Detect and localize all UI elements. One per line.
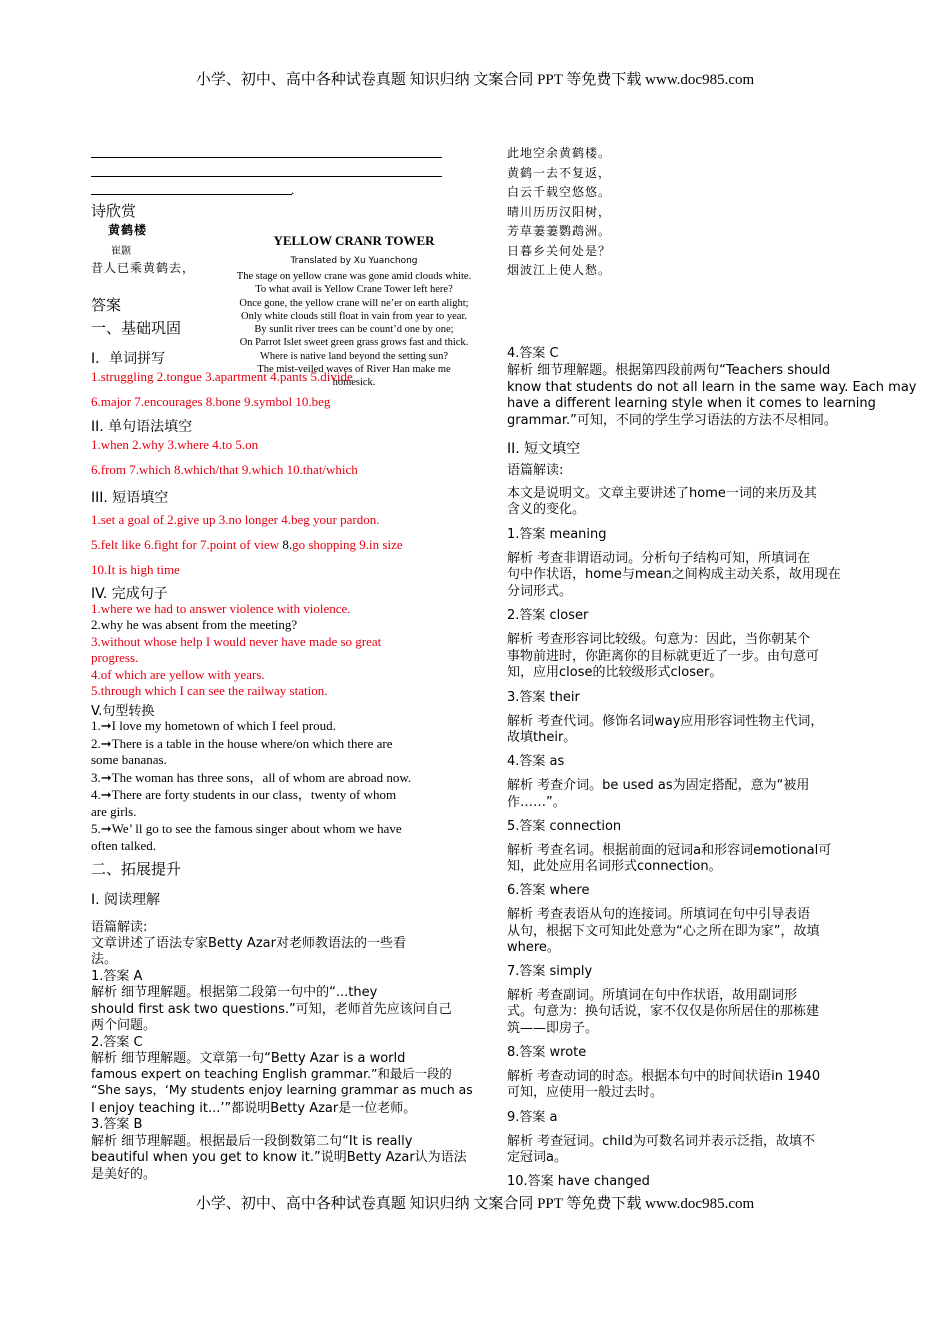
- analysis-line: 句中作状语，home与mean之间构成主动关系，故用现在: [507, 567, 841, 582]
- answer-line: often talked.: [91, 838, 156, 853]
- answer-line: progress.: [91, 650, 139, 665]
- blank-line: [91, 176, 442, 177]
- reading-intro: 文章讲述了语法专家Betty Azar对老师教语法的一些看: [91, 936, 406, 951]
- analysis-line: 解析 细节理解题。根据第二段第一句中的“...they: [91, 985, 378, 1000]
- analysis-line: 筑——即房子。: [507, 1021, 599, 1036]
- analysis-line: 解析 考查表语从句的连接词。所填词在句中引导表语: [507, 907, 811, 922]
- answer-line: 4.➞There are forty students in our class，twenty of whom: [91, 787, 397, 802]
- poem-cn-author: 崔颢: [111, 246, 131, 257]
- analysis-line: where。: [507, 940, 560, 955]
- answer-label: 3.答案 B: [91, 1117, 143, 1132]
- analysis-line: 知，此处应用名词形式connection。: [507, 859, 722, 874]
- section-heading: II. 短文填空: [507, 441, 581, 457]
- answer-label: 6.答案 where: [507, 883, 590, 898]
- answer-line: are girls.: [91, 804, 137, 819]
- answer-line: 6.from 7.which 8.which/that 9.which 10.that/which: [91, 462, 358, 477]
- analysis-line: 解析 考查动词的时态。根据本句中的时间状语in 1940: [507, 1069, 821, 1084]
- analysis-line: 两个问题。: [91, 1018, 157, 1033]
- poem-cn-line: 芳草萋萋鹦鹉洲。: [507, 224, 612, 238]
- analysis-line: 解析 细节理解题。文章第一句“Betty Azar is a world: [91, 1051, 406, 1066]
- answer-label: 2.答案 C: [91, 1035, 143, 1050]
- answer-label: 10.答案 have changed: [507, 1174, 650, 1189]
- poem-cn-first-line: 昔人已乘黄鹤去，: [91, 261, 196, 275]
- analysis-line: 解析 考查副词。所填词在句中作状语，故用副词形: [507, 988, 798, 1003]
- section-heading: I. 阅读理解: [91, 892, 161, 908]
- answer-line: 6.major 7.encourages 8.bone 9.symbol 10.beg: [91, 394, 331, 409]
- analysis-line: 分词形式。: [507, 584, 573, 599]
- poem-en-line: homesick.: [332, 377, 376, 389]
- part1-heading: 一、基础巩固: [91, 319, 182, 337]
- answer-line: 2.➞There is a table in the house where/on which there are: [91, 736, 393, 751]
- section-heading: I．单词拼写: [91, 351, 166, 367]
- answer-label: 8.答案 wrote: [507, 1045, 587, 1060]
- analysis-line: 式。句意为：换句话说，家不仅仅是你所居住的那栋建: [507, 1004, 820, 1019]
- section-heading: III. 短语填空: [91, 490, 169, 506]
- answer-label: 7.答案 simply: [507, 964, 593, 979]
- answer-label: 4.答案 as: [507, 754, 565, 769]
- blank-period: .: [291, 182, 295, 197]
- cloze-intro: 本文是说明文。文章主要讲述了home一词的来历及其: [507, 486, 817, 501]
- answer-label: 4.答案 C: [507, 346, 559, 361]
- answer-line: 5.➞We’ ll go to see the famous singer about whom we have: [91, 821, 402, 836]
- poem-en-translator: Translated by Xu Yuanchong: [290, 256, 418, 266]
- answer-part: 8.: [282, 537, 293, 552]
- section-heading: II. 单句语法填空: [91, 419, 193, 435]
- analysis-line: 解析 考查名词。根据前面的冠词a和形容词emotional可: [507, 843, 832, 858]
- answer-line: 1.set a goal of 2.give up 3.no longer 4.beg your pardon.: [91, 512, 380, 527]
- answer-part: go shopping 9.in size: [292, 537, 403, 552]
- answer-line: 1.struggling 2.tongue 3.apartment 4.pants 5.divide: [91, 369, 353, 384]
- cloze-intro: 含义的变化。: [507, 502, 586, 517]
- answer-part: 5.felt like 6.fight for 7.point of view: [91, 537, 283, 552]
- part2-heading: 二、拓展提升: [91, 860, 182, 878]
- poem-cn-line: 日暮乡关何处是？: [507, 243, 612, 258]
- analysis-line: 解析 考查冠词。child为可数名词并表示泛指，故填不: [507, 1134, 815, 1149]
- analysis-line: 解析 考查形容词比较级。句意为：因此，当你朝某个: [507, 632, 811, 647]
- analysis-line: “She says，‘My students enjoy learning grammar as much as: [91, 1082, 473, 1097]
- analysis-line: 事物前进时，你距离你的目标就更近了一步。由句意可: [507, 649, 820, 664]
- answer-line: [91, 537, 403, 553]
- poem-en-line: Only white clouds still float in vain from year to year.: [241, 310, 467, 322]
- analysis-line: 解析 考查代词。修饰名词way应用形容词性物主代词，: [507, 714, 824, 729]
- poem-en-line: To what avail is Yellow Crane Tower left here?: [255, 284, 453, 296]
- answer-label: 9.答案 a: [507, 1110, 558, 1125]
- analysis-line: 解析 细节理解题。根据最后一段倒数第二句“It is really: [91, 1134, 413, 1149]
- poem-en-line: The mist-veiled waves of River Han make me: [257, 364, 451, 376]
- answer-line: 4.of which are yellow with years.: [91, 667, 265, 682]
- analysis-line: 作……”。: [507, 795, 566, 810]
- analysis-line: 解析 考查非谓语动词。分析句子结构可知，所填词在: [507, 551, 811, 566]
- reading-intro-label: 语篇解读:: [91, 920, 148, 935]
- analysis-line: beautiful when you get to know it.”说明Betty Azar认为语法: [91, 1150, 467, 1165]
- analysis-line: famous expert on teaching English grammar.”和最后一段的: [91, 1066, 452, 1081]
- poem-cn-lines: [507, 144, 611, 281]
- answer-label: 5.答案 connection: [507, 819, 622, 834]
- poem-en-line: The stage on yellow crane was gone amid clouds white.: [236, 271, 472, 282]
- answer-label: 2.答案 closer: [507, 608, 589, 623]
- answer-label: 1.答案 meaning: [507, 527, 607, 542]
- cloze-intro-label: 语篇解读:: [507, 463, 564, 478]
- poem-en-line: On Parrot Islet sweet green grass grows fast and thick.: [239, 337, 469, 349]
- blank-line: [91, 194, 292, 195]
- answer-label: 3.答案 their: [507, 690, 580, 705]
- analysis-line: 是美好的。: [91, 1167, 157, 1182]
- poem-en-line: Once gone, the yellow crane will ne’er on earth alight;: [239, 297, 469, 309]
- poem-en-line: By sunlit river trees can be count’d one by one;: [254, 324, 454, 336]
- analysis-line: I enjoy teaching it...’”都说明Betty Azar是一位老师。: [91, 1101, 417, 1116]
- answer-line: 10.It is high time: [91, 562, 180, 577]
- analysis-line: 定冠词a。: [507, 1150, 567, 1165]
- blank-line: [91, 157, 442, 158]
- analysis-line: know that students do not all learn in the same way. Each may: [507, 380, 917, 395]
- poem-cn-line: 此地空余黄鹤楼。: [507, 146, 612, 160]
- poem-cn-line: 黄鹤一去不复返，: [507, 165, 612, 180]
- answer-label: 1.答案 A: [91, 969, 143, 984]
- analysis-line: 解析 考查介词。be used as为固定搭配，意为“被用: [507, 778, 810, 793]
- section-heading: V.句型转换: [91, 704, 155, 719]
- poem-en-line: Where is native land beyond the setting sun?: [259, 350, 449, 362]
- analysis-line: 故填their。: [507, 730, 577, 745]
- poem-cn-line: 白云千载空悠悠。: [507, 185, 612, 199]
- poem-section-title: 诗欣赏: [91, 202, 137, 220]
- answer-line: 1.where we had to answer violence with violence.: [91, 601, 351, 616]
- analysis-line: 可知，应使用一般过去时。: [507, 1085, 664, 1100]
- analysis-line: 解析 细节理解题。根据第四段前两句“Teachers should: [507, 363, 831, 378]
- analysis-line: should first ask two questions.”可知，老师首先应该问自己: [91, 1002, 452, 1017]
- poem-cn-line: 烟波江上使人愁。: [507, 263, 612, 277]
- answer-line: 3.➞The woman has three sons，all of whom are abroad now.: [91, 770, 412, 785]
- analysis-line: 知，应用close的比较级形式closer。: [507, 665, 723, 680]
- answer-title: 答案: [91, 296, 122, 314]
- analysis-line: grammar.”可知，不同的学生学习语法的方法不尽相同。: [507, 413, 837, 428]
- poem-en-title: YELLOW CRANR TOWER: [273, 233, 435, 248]
- answer-line: 3.without whose help I would never have made so great: [91, 634, 382, 649]
- answer-line: some bananas.: [91, 752, 167, 767]
- poem-cn-title: 黄鹤楼: [108, 223, 148, 237]
- answer-line: 1.when 2.why 3.where 4.to 5.on: [91, 437, 259, 452]
- answer-line: 2.why he was absent from the meeting?: [91, 617, 298, 632]
- page-footer: 小学、初中、高中各种试卷真题 知识归纳 文案合同 PPT 等免费下载 www.doc985.com: [195, 1196, 755, 1212]
- answer-line: 5.through which I can see the railway station.: [91, 683, 328, 698]
- poem-cn-line: 晴川历历汉阳树，: [507, 204, 612, 219]
- page-header: 小学、初中、高中各种试卷真题 知识归纳 文案合同 PPT 等免费下载 www.doc985.com: [195, 72, 755, 88]
- analysis-line: 从句，根据下文可知此处意为“心之所在即为家”，故填: [507, 924, 820, 939]
- analysis-line: have a different learning style when it comes to learning: [507, 396, 876, 411]
- answer-line: 1.➞I love my hometown of which I feel proud.: [91, 718, 336, 733]
- section-heading: IV. 完成句子: [91, 586, 168, 602]
- reading-intro: 法。: [91, 952, 118, 967]
